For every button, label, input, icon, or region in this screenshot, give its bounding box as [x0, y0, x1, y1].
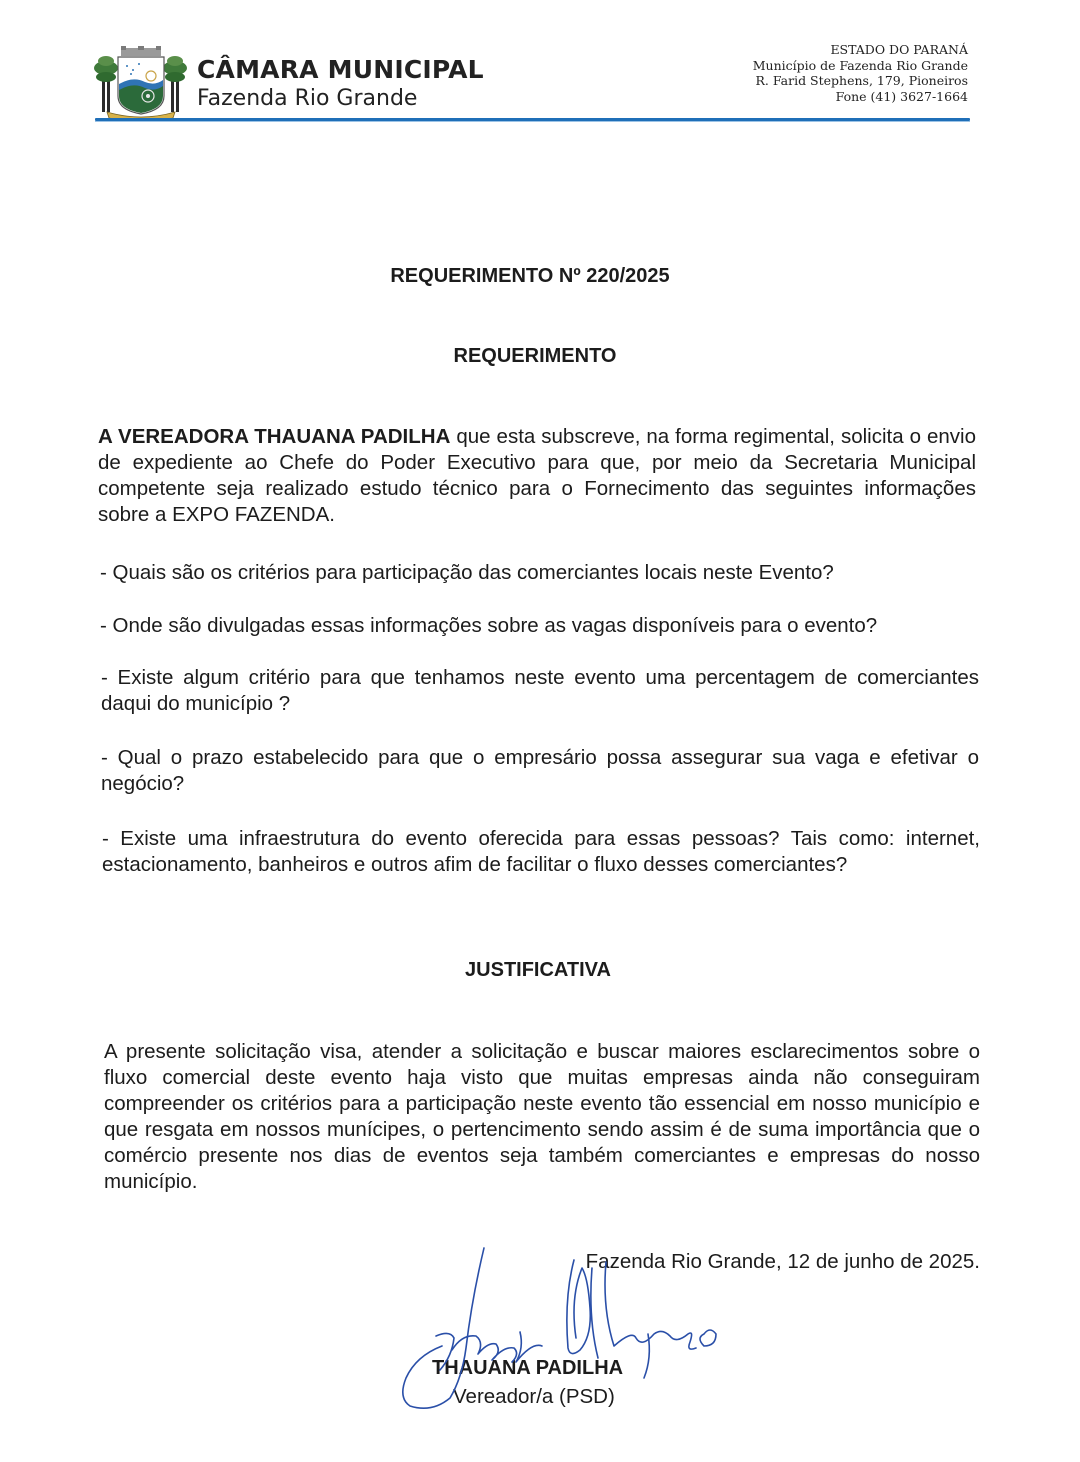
left-tree-icon — [94, 56, 118, 112]
question-item: - Onde são divulgadas essas informações sobre as vagas disponíveis para o evento? — [100, 614, 878, 637]
signer-role: Vereador/a (PSD) — [453, 1385, 615, 1408]
address-municipality: Município de Fazenda Rio Grande — [752, 57, 968, 73]
right-tree-icon — [163, 56, 187, 112]
signer-name: THAUANA PADILHA — [432, 1357, 624, 1379]
address-street: R. Farid Stephens, 179, Pioneiros — [755, 73, 968, 88]
document-number-heading: REQUERIMENTO Nº 220/2025 — [390, 265, 670, 287]
address-state: ESTADO DO PARANÁ — [830, 42, 968, 57]
address-phone: Fone (41) 3627-1664 — [835, 88, 968, 104]
place-date: Fazenda Rio Grande, 12 de junho de 2025. — [585, 1250, 980, 1273]
question-item: - Existe uma infraestrutura do evento oferecida para essas pessoas? Tais como: internet, estacionamento, banheiros e outros afim de facilitar o fluxo desses comerciantes? — [102, 827, 980, 876]
justification-paragraph: A presente solicitação visa, atender a solicitação e buscar maiores esclarecimentos sobre o fluxo comercial deste evento haja visto que muitas empresas ainda não conseguiram compreender os critérios para a participação neste evento tão essencial em nosso município e que resgata em nossos munícipes, o pertencimento sendo assim é de suma importância que o comércio presente nos dias de eventos seja também comerciantes e empresas do nosso município. — [104, 1040, 980, 1193]
justification-heading: JUSTIFICATIVA — [465, 959, 611, 981]
coat-of-arms-logo — [93, 44, 189, 122]
question-item: - Quais são os critérios para participação das comerciantes locais neste Evento? — [100, 561, 834, 584]
header-divider-shadow — [95, 121, 970, 122]
letterhead-address — [753, 42, 968, 104]
intro-author: A VEREADORA THAUANA PADILHA — [98, 425, 451, 448]
document-type-heading: REQUERIMENTO — [453, 345, 617, 367]
brand-title: CÂMARA MUNICIPAL — [197, 55, 484, 84]
brand-subtitle: Fazenda Rio Grande — [197, 86, 418, 111]
intro-text: que esta subscreve, na forma regimental, solicita o envio de expediente ao Chefe do Poder Executivo para que, por meio da Secretaria Municipal competente seja realizado estudo técnico para o Fornecimento das seguintes informações sobre a EXPO FAZENDA. — [98, 425, 976, 526]
intro-paragraph — [98, 424, 976, 528]
question-item: - Qual o prazo estabelecido para que o empresário possa assegurar sua vaga e efetivar o negócio? — [101, 746, 979, 795]
question-item: - Existe algum critério para que tenhamos neste evento uma percentagem de comerciantes daqui do município ? — [101, 666, 979, 715]
